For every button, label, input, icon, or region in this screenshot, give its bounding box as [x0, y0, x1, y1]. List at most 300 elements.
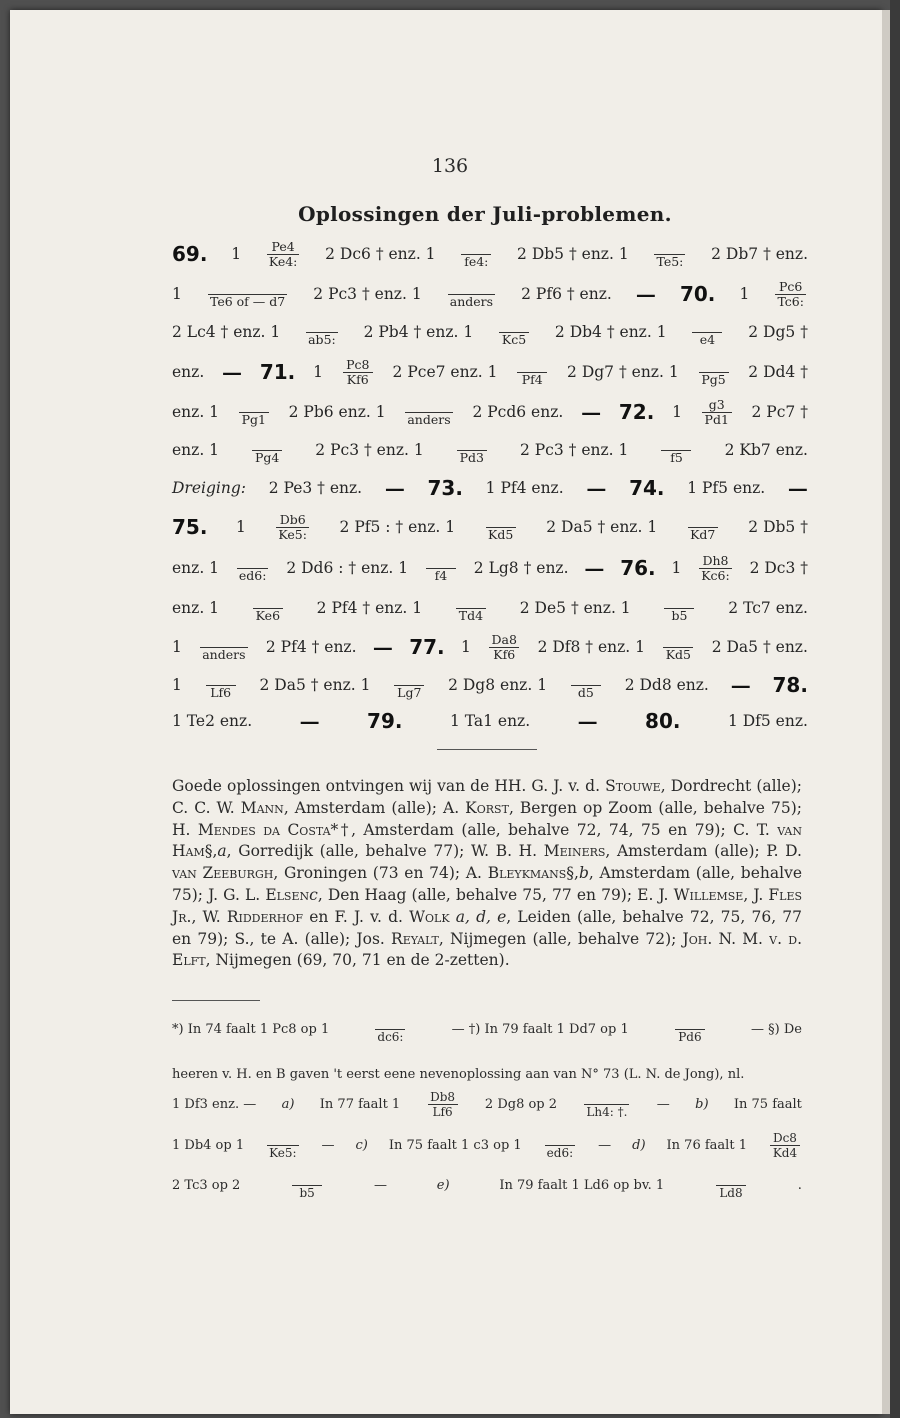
move-text: 2 Dc3 †: [749, 559, 808, 577]
move-text: —: [321, 1137, 335, 1153]
move-text: 2 Da5 † enz.: [711, 638, 808, 656]
move-text: , Nijmegen (alle, behalve 72);: [438, 929, 683, 948]
fraction-numerator: [281, 1131, 285, 1145]
fraction-denominator: Pf4: [517, 372, 547, 387]
move-text: 2 De5 † enz. 1: [519, 599, 631, 617]
fraction-denominator: anders: [202, 646, 246, 662]
solver-name: van Ham: [172, 820, 803, 861]
italic-text: a: [217, 842, 227, 861]
move-text: , Bergen op Zoom (alle, behalve 75); H.: [172, 798, 803, 839]
move-fraction: [457, 436, 487, 465]
move-fraction: [267, 1131, 298, 1160]
solution-line: [172, 470, 808, 506]
move-text: 2 Df8 † enz. 1: [537, 638, 646, 656]
solution-line: [172, 703, 808, 739]
solver-name: Joh. N. M. v. d. Elft: [172, 929, 803, 970]
solver-name: van Zeeburgh: [172, 864, 274, 883]
problem-number: 77.: [409, 635, 445, 659]
solver-name: Stouwe: [605, 777, 661, 795]
move-text: — §) De: [751, 1021, 802, 1037]
fraction-numerator: [677, 594, 681, 608]
em-dash: —: [584, 556, 605, 580]
move-fraction: [208, 280, 287, 309]
move-fraction: [461, 240, 491, 269]
italic-text: Dreiging:: [172, 479, 246, 497]
fraction-numerator: [530, 358, 534, 372]
move-text: 1: [461, 638, 471, 656]
solution-line: [172, 394, 808, 430]
move-text: 2 Pc3 † enz. 1: [313, 285, 422, 303]
problem-number: 78.: [772, 673, 808, 697]
fraction-numerator: [674, 436, 678, 450]
fraction-denominator: Ke5:: [269, 1145, 297, 1160]
move-text: 1: [671, 559, 682, 577]
solver-name: Reyalt: [391, 929, 439, 948]
move-text: 2 Kb7 enz.: [724, 441, 808, 459]
problem-number: 79.: [367, 709, 403, 733]
move-fraction: [276, 513, 309, 542]
move-text: , Groningen (73 en 74); A.: [273, 864, 488, 883]
move-text: 2 Pf4 † enz. 1: [316, 599, 423, 617]
move-fraction: [692, 318, 722, 347]
fraction-numerator: g3: [708, 396, 725, 412]
solver-name: Meiners: [543, 842, 606, 861]
move-fraction: [663, 633, 693, 662]
move-text: enz. 1: [172, 599, 220, 617]
move-text: §,: [566, 864, 579, 883]
move-fraction: [702, 398, 732, 427]
fraction-denominator: Pd6: [675, 1029, 705, 1044]
move-text: enz.: [172, 363, 205, 381]
solution-line: [172, 667, 808, 703]
move-text: 2 Dd4 †: [748, 363, 808, 381]
move-text: 2 Dg8 op 2: [484, 1096, 558, 1112]
move-fraction: [200, 633, 247, 662]
move-fraction: [545, 1131, 575, 1160]
solver-name: Ridderhof: [226, 907, 304, 926]
move-text: 1: [231, 245, 242, 263]
move-text: *) In 74 faalt 1 Pc8 op 1: [172, 1021, 330, 1037]
move-text: — †) In 79 faalt 1 Dd7 op 1: [451, 1021, 629, 1037]
fraction-denominator: Lg7: [394, 685, 424, 700]
fraction-numerator: [705, 318, 709, 332]
fraction-denominator: ab5:: [308, 331, 336, 347]
move-fraction: [206, 671, 236, 700]
footnote-line: [172, 1012, 802, 1046]
move-text: 2 Pf6 † enz.: [521, 285, 612, 303]
move-text: , J.: [743, 885, 769, 904]
solution-line-content: [172, 240, 808, 269]
fraction-numerator: [676, 633, 680, 647]
fraction-numerator: [219, 671, 223, 685]
solution-line-content: [172, 709, 808, 733]
fraction-numerator: [388, 1015, 392, 1029]
fraction-numerator: [474, 240, 478, 254]
solution-line: [172, 354, 808, 390]
fraction-denominator: Te5:: [656, 253, 684, 269]
footnote-line: [172, 1087, 802, 1121]
fraction-numerator: [701, 513, 705, 527]
move-fraction: [517, 358, 547, 387]
solver-name: Wolk: [409, 907, 450, 926]
move-text: In 76 faalt 1: [666, 1137, 747, 1153]
footnote-line-content: [172, 1131, 802, 1160]
move-text: 1: [235, 518, 246, 536]
em-dash: —: [586, 476, 607, 500]
move-text: —: [598, 1137, 612, 1153]
footnote-line-content: [172, 1015, 802, 1044]
solution-line: [172, 276, 808, 312]
solution-line-content: [172, 280, 808, 309]
fraction-denominator: e4: [692, 332, 722, 347]
problem-number: 71.: [259, 360, 296, 384]
solver-name: Elsen: [265, 885, 310, 904]
solution-line-content: [172, 436, 808, 465]
problem-number: 70.: [679, 282, 716, 306]
problem-number: 80.: [645, 709, 681, 733]
fraction-numerator: [470, 436, 474, 450]
move-text: 2 Da5 † enz. 1: [546, 518, 658, 536]
move-text: en F. J. v. d.: [303, 907, 410, 926]
move-fraction: [499, 318, 529, 347]
move-fraction: [306, 318, 338, 347]
move-fraction: [699, 554, 732, 583]
fraction-numerator: [251, 554, 255, 568]
solution-line: [172, 509, 808, 545]
fraction-denominator: Pd1: [702, 412, 732, 427]
move-text: 2 Tc7 enz.: [728, 599, 808, 617]
footnote-divider: [172, 1000, 260, 1001]
italic-text: b: [578, 864, 589, 883]
fraction-numerator: [439, 554, 443, 568]
move-text: 1: [313, 363, 323, 381]
em-dash: —: [299, 709, 320, 733]
fraction-denominator: b5: [292, 1185, 322, 1200]
fraction-denominator: fe4:: [461, 254, 491, 269]
move-text: enz. 1: [172, 559, 220, 577]
fraction-numerator: [246, 280, 250, 294]
move-text: 2 Db5 †: [748, 518, 808, 536]
fraction-denominator: Kf6: [343, 372, 373, 387]
fraction-numerator: [584, 671, 588, 685]
fraction-denominator: Tc6:: [777, 293, 804, 309]
move-text: 1 Pf5 enz.: [687, 479, 766, 497]
fraction-numerator: [252, 398, 256, 412]
fraction-denominator: dc6:: [377, 1029, 404, 1044]
footnote-line: [172, 1057, 802, 1091]
move-fraction: [486, 513, 516, 542]
fraction-numerator: Pc8: [346, 356, 370, 372]
move-text: , Dordrecht (alle); C. C. W.: [172, 777, 802, 817]
move-text: 2 Lg8 † enz.: [473, 559, 569, 577]
page-number: 136: [431, 155, 469, 177]
solver-name: Mann: [240, 798, 284, 817]
move-fraction: [716, 1171, 746, 1200]
solver-name: Willemse: [673, 885, 744, 904]
fraction-denominator: Kd5: [663, 647, 693, 662]
fraction-denominator: f5: [661, 450, 691, 465]
move-fraction: [253, 594, 283, 623]
move-fraction: [405, 398, 452, 427]
move-text: 1: [739, 285, 750, 303]
move-text: In 75 faalt 1 c3 op 1: [388, 1137, 522, 1153]
move-fraction: [775, 280, 806, 309]
solution-line: [172, 314, 808, 350]
move-text: 1 Pf4 enz.: [485, 479, 564, 497]
move-text: 2 Da5 † enz. 1: [259, 676, 371, 694]
solvers-paragraph: [172, 776, 802, 972]
move-text: 2 Pc7 †: [751, 403, 808, 421]
move-text: 2 Dd8 enz.: [624, 676, 709, 694]
fraction-denominator: Kd4: [770, 1145, 800, 1160]
solution-line-content: [172, 554, 808, 583]
move-text: 2 Pcd6 enz.: [472, 403, 564, 421]
solution-line-content: [172, 671, 808, 700]
move-text: 2 Lc4 † enz. 1: [172, 323, 281, 341]
move-text: 2 Pb6 enz. 1: [288, 403, 386, 421]
move-text: enz. 1: [172, 441, 220, 459]
solver-name: Bleykmans: [487, 864, 567, 883]
move-text: , W.: [191, 907, 227, 926]
problem-number: 75.: [172, 515, 208, 539]
move-text: 2 Tc3 op 2: [172, 1177, 241, 1193]
problem-number: 69.: [172, 242, 208, 266]
move-text: , Den Haag (alle, behalve 75, 77 en 79); E. J.: [317, 885, 674, 904]
em-dash: —: [384, 476, 405, 500]
move-text: In 77 faalt 1: [319, 1096, 401, 1112]
solution-line-content: [172, 594, 808, 623]
move-fraction: [456, 594, 486, 623]
move-fraction: [375, 1015, 405, 1044]
fraction-numerator: [305, 1171, 309, 1185]
move-fraction: [664, 594, 694, 623]
move-fraction: [699, 358, 729, 387]
fraction-denominator: Kc6:: [701, 567, 730, 583]
move-fraction: [770, 1131, 800, 1160]
move-text: , Amsterdam (alle); A.: [283, 798, 466, 817]
move-text: 2 Dg7 † enz. 1: [567, 363, 679, 381]
move-fraction: [661, 436, 691, 465]
fraction-denominator: Ke4:: [268, 253, 298, 269]
move-text: 2 Db5 † enz. 1: [517, 245, 629, 263]
fraction-denominator: anders: [407, 411, 451, 427]
move-fraction: [292, 1171, 322, 1200]
fraction-numerator: [688, 1015, 692, 1029]
fraction-numerator: Pc6: [779, 278, 803, 294]
footnote-line-content: [172, 1067, 802, 1082]
italic-text: c): [355, 1137, 368, 1153]
fraction-denominator: Kd5: [486, 527, 516, 542]
solution-line-content: [172, 398, 808, 427]
fraction-numerator: [265, 436, 269, 450]
problem-number: 76.: [620, 556, 656, 580]
fraction-denominator: d5: [571, 685, 601, 700]
move-text: 2 Db7 † enz.: [711, 245, 808, 263]
move-fraction: [489, 633, 519, 662]
solution-line-content: [172, 318, 808, 347]
move-fraction: [688, 513, 718, 542]
move-text: 2 Pc3 † enz. 1: [315, 441, 424, 459]
solver-name: Mendes da Costa: [197, 820, 331, 839]
em-dash: —: [577, 709, 598, 733]
fraction-denominator: Pg5: [699, 372, 729, 387]
solution-line: [172, 550, 808, 586]
move-text: 2 Dd6 : † enz. 1: [286, 559, 409, 577]
move-text: 2 Pe3 † enz.: [268, 479, 363, 497]
fraction-denominator: Kc5: [499, 332, 529, 347]
move-text: 2 Pc3 † enz. 1: [519, 441, 629, 459]
solution-line: [172, 629, 808, 665]
fraction-denominator: Ld8: [716, 1185, 746, 1200]
move-text: 1 Df3 enz. —: [172, 1096, 257, 1112]
footnote-line-content: [172, 1090, 802, 1119]
solution-line: [172, 590, 808, 626]
fraction-denominator: Td4: [456, 608, 486, 623]
fraction-denominator: Pg1: [239, 412, 269, 427]
move-text: 2 Pf5 : † enz. 1: [339, 518, 456, 536]
move-text: .: [797, 1177, 802, 1193]
em-dash: —: [581, 400, 602, 424]
fraction-denominator: f4: [426, 568, 456, 583]
fraction-denominator: ed6:: [238, 567, 267, 583]
fraction-numerator: [427, 398, 431, 412]
page-title: Oplossingen der Juli-problemen.: [298, 202, 672, 226]
move-fraction: [448, 280, 495, 309]
fraction-numerator: Pe4: [271, 238, 295, 254]
fraction-numerator: [712, 358, 716, 372]
move-text: 1 Te2 enz.: [172, 712, 253, 730]
fraction-denominator: Lf6: [428, 1104, 458, 1119]
move-text: , Gorredijk (alle, behalve 77); W. B. H.: [226, 842, 544, 861]
move-text: 1 Df5 enz.: [727, 712, 808, 730]
move-text: 2 Pb4 † enz. 1: [363, 323, 474, 341]
fraction-denominator: Ke5:: [278, 526, 307, 542]
problem-number: 72.: [618, 400, 655, 424]
em-dash: —: [635, 282, 656, 306]
fraction-denominator: Kf6: [489, 647, 519, 662]
solution-line: [172, 432, 808, 468]
move-fraction: [426, 554, 456, 583]
move-fraction: [571, 671, 601, 700]
move-fraction: [239, 398, 269, 427]
footnote-line: [172, 1128, 802, 1162]
em-dash: —: [222, 360, 243, 384]
move-text: —: [373, 1177, 387, 1193]
move-fraction: [584, 1090, 629, 1119]
fraction-denominator: anders: [449, 293, 494, 309]
move-text: In 75 faalt: [733, 1096, 802, 1112]
move-text: 2 Dg5 †: [748, 323, 808, 341]
solution-line-content: [172, 633, 808, 662]
fraction-denominator: Lf6: [206, 685, 236, 700]
move-text: 2 Dg8 enz. 1: [448, 676, 548, 694]
solution-line-content: [172, 358, 808, 387]
move-text: In 79 faalt 1 Ld6 op bv. 1: [499, 1177, 665, 1193]
fraction-denominator: Ke6: [253, 608, 283, 623]
move-text: 1: [172, 676, 182, 694]
move-text: Goede oplossingen ontvingen wij van de HH. G. J. v. d.: [172, 777, 606, 795]
problem-number: 74.: [629, 476, 665, 500]
italic-text: a, d, e: [455, 907, 507, 926]
fraction-numerator: Db8: [430, 1089, 456, 1104]
move-fraction: [237, 554, 269, 583]
problem-number: 73.: [427, 476, 463, 500]
move-text: heeren v. H. en B gaven 't eerst eene nevenoplossing aan van N° 73 (L. N. de Jong), nl.: [172, 1066, 745, 1082]
move-text: , Amsterdam (alle, behalve 75); J. G. L.: [172, 864, 802, 904]
move-fraction: [267, 240, 300, 269]
italic-text: e): [436, 1177, 450, 1193]
fraction-denominator: Pd3: [457, 450, 487, 465]
solution-line: [172, 236, 808, 272]
move-text: 2 Pf4 † enz.: [265, 638, 357, 656]
footnote-line: [172, 1168, 802, 1202]
move-text: , Amsterdam (alle); P. D.: [605, 842, 802, 861]
em-dash: —: [787, 476, 808, 500]
fraction-numerator: [469, 594, 473, 608]
fraction-denominator: Kd7: [688, 527, 718, 542]
move-text: , Leiden (alle, behalve 72, 75, 76, 77 en 79); S., te A. (alle); Jos.: [172, 907, 802, 948]
fraction-numerator: [469, 280, 473, 294]
move-fraction: [675, 1015, 705, 1044]
move-fraction: [654, 240, 685, 269]
footnote-line-content: [172, 1171, 802, 1200]
move-text: enz. 1: [172, 403, 220, 421]
move-fraction: [343, 358, 373, 387]
move-text: 2 Pce7 enz. 1: [392, 363, 498, 381]
move-text: 2 Dc6 † enz. 1: [325, 245, 436, 263]
fraction-denominator: Te6 of — d7: [209, 293, 286, 309]
fraction-numerator: [266, 594, 270, 608]
solution-line-content: [172, 513, 808, 542]
move-text: 2 Db4 † enz. 1: [554, 323, 667, 341]
italic-text: b): [695, 1096, 709, 1112]
move-fraction: [428, 1090, 458, 1119]
italic-text: a): [281, 1096, 295, 1112]
fraction-numerator: Da8: [491, 631, 517, 647]
fraction-numerator: [668, 240, 672, 254]
fraction-denominator: ed6:: [546, 1145, 574, 1160]
move-text: —: [656, 1096, 670, 1112]
move-text: , Nijmegen (69, 70, 71 en de 2-zetten).: [205, 951, 510, 970]
fraction-numerator: [558, 1131, 562, 1145]
italic-text: d): [632, 1137, 646, 1153]
move-text: 1: [672, 403, 682, 421]
solver-name: Fles Jr.: [172, 885, 803, 926]
move-text: 1 Ta1 enz.: [449, 712, 531, 730]
fraction-numerator: Dh8: [702, 552, 729, 568]
move-text: 1: [172, 638, 182, 656]
em-dash: —: [372, 635, 393, 659]
move-text: *†, Amsterdam (alle, behalve 72, 74, 75 en 79); C. T.: [330, 820, 778, 839]
fraction-numerator: [512, 318, 516, 332]
solver-name: Korst: [465, 798, 509, 817]
move-fraction: [252, 436, 282, 465]
italic-text: c: [309, 885, 318, 904]
fraction-numerator: [605, 1090, 609, 1104]
fraction-numerator: [320, 318, 324, 332]
fraction-numerator: [729, 1171, 733, 1185]
fraction-numerator: [222, 633, 226, 647]
fraction-denominator: Lh4: †.: [586, 1104, 628, 1119]
section-divider: [437, 749, 537, 750]
move-text: 1 Db4 op 1: [172, 1137, 245, 1153]
move-fraction: [394, 671, 424, 700]
em-dash: —: [730, 673, 751, 697]
fraction-numerator: Db6: [279, 511, 306, 527]
fraction-numerator: [407, 671, 411, 685]
fraction-denominator: b5: [664, 608, 694, 623]
fraction-denominator: Pg4: [252, 450, 282, 465]
